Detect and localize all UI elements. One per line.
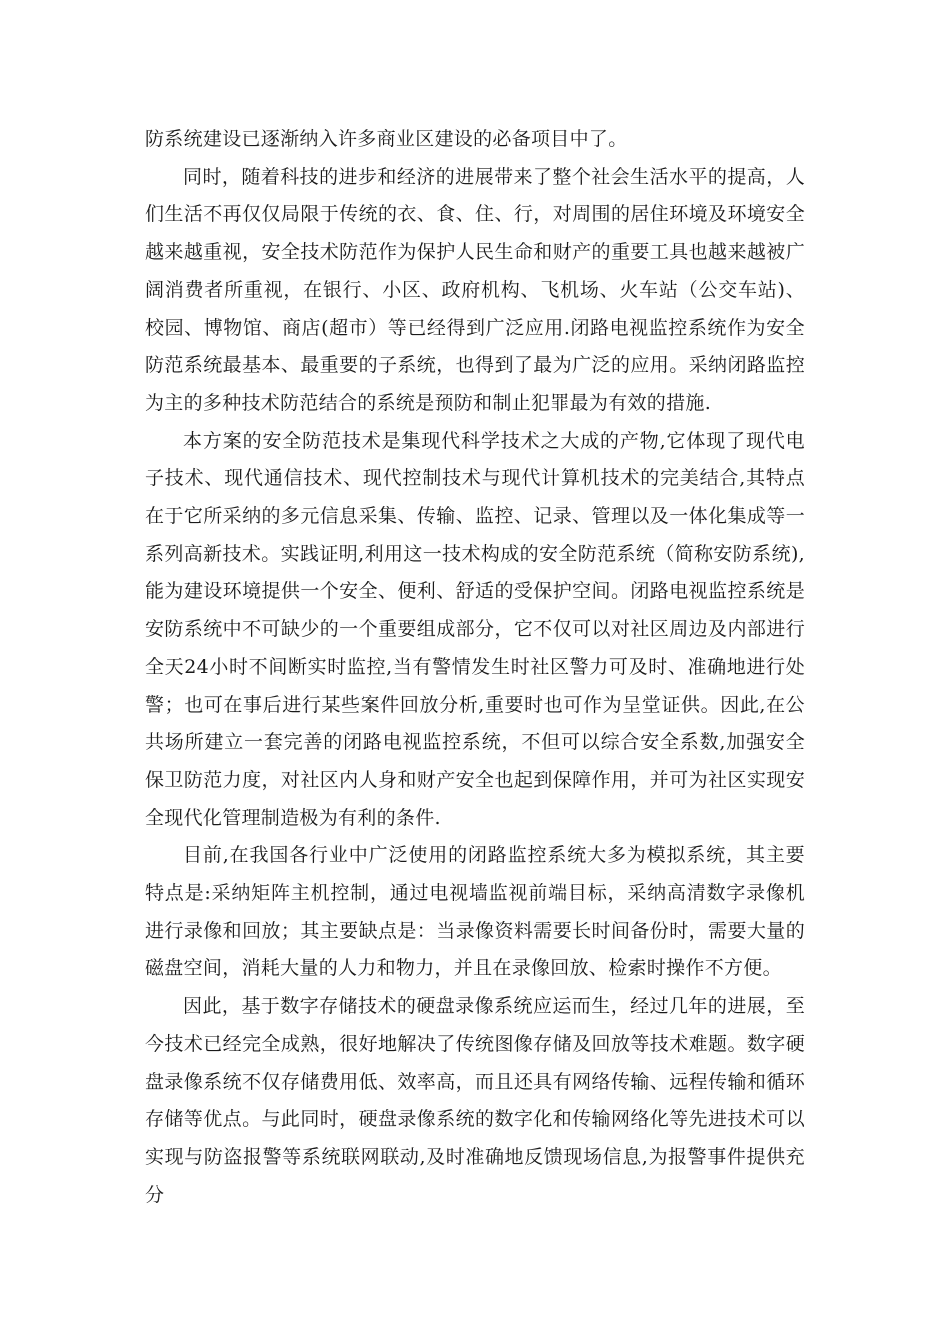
paragraph: 本方案的安全防范技术是集现代科学技术之大成的产物,它体现了现代电子技术、现代通信技术、现代控制技术与现代计算机技术的完美结合,其特点在于它所采纳的多元信息采集、传输、监控、记录、管理以及一体化集成等一系列高新技术。实践证明,利用这一技术构成的安全防范系统（简称安防系统),能为建设环境提供一个安全、便利、舒适的受保护空间。闭路电视监控系统是安防系统中不可缺少的一个重要组成部分，它不仅可以对社区周边及内部进行全天24小时不间断实时监控,当有警情发生时社区警力可及时、准确地进行处警；也可在事后进行某些案件回放分析,重要时也可作为呈堂证供。因此,在公共场所建立一套完善的闭路电视监控系统，不但可以综合安全系数,加强安全保卫防范力度，对社区内人身和财产安全也起到保障作用，并可为社区实现安全现代化管理制造极为有利的条件. bbox=[145, 429, 805, 829]
paragraph-continued: 防系统建设已逐渐纳入许多商业区建设的必备项目中了。 bbox=[145, 128, 628, 150]
paragraph: 同时，随着科技的进步和经济的进展带来了整个社会生活水平的提高，人们生活不再仅仅局限于传统的衣、食、住、行，对周围的居住环境及环境安全越来越重视，安全技术防范作为保护人民生命和财产的重要工具也越来越被广阔消费者所重视，在银行、小区、政府机构、飞机场、火车站（公交车站)、校园、博物馆、商店(超市）等已经得到广泛应用.闭路电视监控系统作为安全防范系统最基本、最重要的子系统，也得到了最为广泛的应用。采纳闭路监控为主的多种技术防范结合的系统是预防和制止犯罪最为有效的措施. bbox=[145, 165, 805, 414]
document-body bbox=[145, 121, 805, 1214]
paragraph: 目前,在我国各行业中广泛使用的闭路监控系统大多为模拟系统，其主要特点是:采纳矩阵主机控制，通过电视墙监视前端目标，采纳高清数字录像机进行录像和回放；其主要缺点是：当录像资料需要长时间备份时，需要大量的磁盘空间，消耗大量的人力和物力，并且在录像回放、检索时操作不方便。 bbox=[145, 844, 805, 980]
paragraph: 因此，基于数字存储技术的硬盘录像系统应运而生，经过几年的进展，至今技术已经完全成熟，很好地解决了传统图像存储及回放等技术难题。数字硬盘录像系统不仅存储费用低、效率高，而且还具有网络传输、远程传输和循环存储等优点。与此同时，硬盘录像系统的数字化和传输网络化等先进技术可以实现与防盗报警等系统联网联动,及时准确地反馈现场信息,为报警事件提供充分 bbox=[145, 995, 805, 1206]
